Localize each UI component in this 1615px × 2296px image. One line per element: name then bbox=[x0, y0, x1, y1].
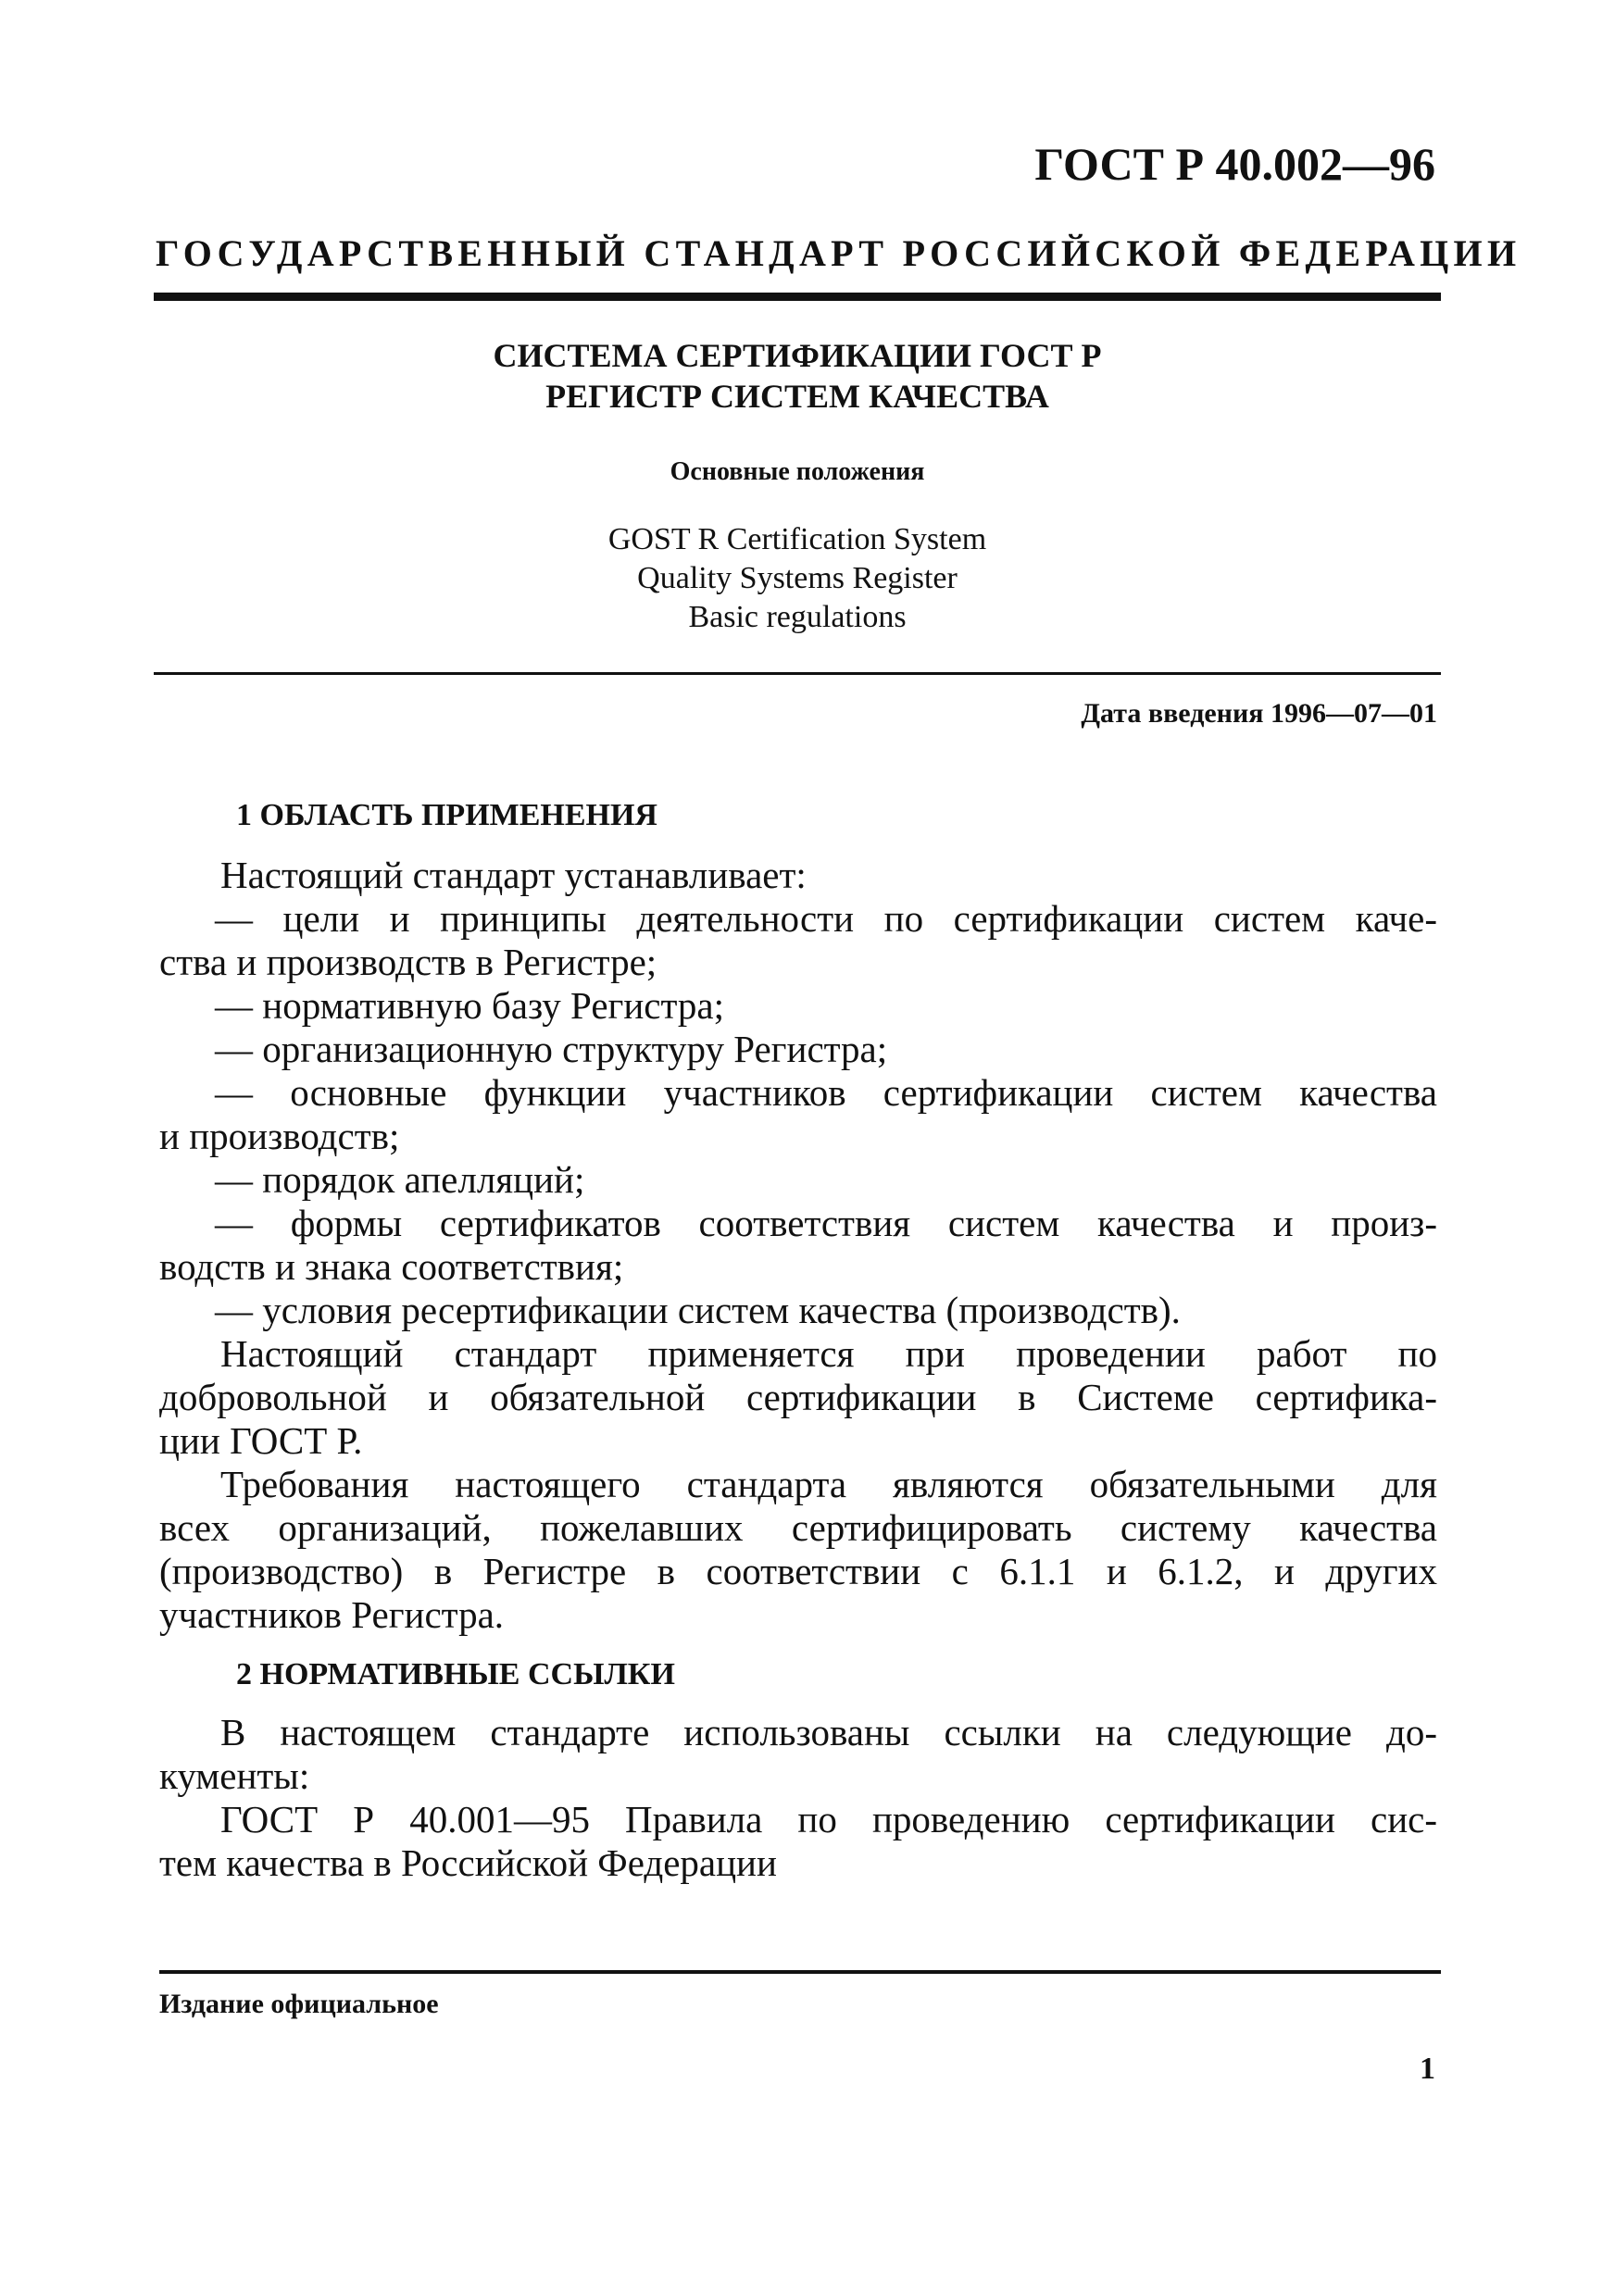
text-line: В настоящем стандарте использованы ссылки на следующие до- bbox=[220, 1711, 1437, 1753]
text-line: ции ГОСТ Р. bbox=[159, 1419, 363, 1462]
state-standard-caption: ГОСУДАРСТВЕННЫЙ СТАНДАРТ РОССИЙСКОЙ ФЕДЕРАЦИИ bbox=[156, 232, 1521, 274]
text-line: кументы: bbox=[159, 1754, 310, 1797]
text-line: Настоящий стандарт устанавливает: bbox=[220, 854, 807, 896]
title-en-line: Basic regulations bbox=[688, 600, 907, 634]
title-en-line: Quality Systems Register bbox=[637, 561, 958, 595]
text-line: — формы сертификатов соответствия систем качества и произ- bbox=[215, 1202, 1437, 1244]
title-english bbox=[154, 520, 1441, 637]
title-en-line: GOST R Certification System bbox=[607, 522, 987, 556]
text-line: участников Регистра. bbox=[159, 1593, 505, 1636]
text-line: ства и производств в Регистре; bbox=[159, 941, 657, 983]
section-2-heading: 2 НОРМАТИВНЫЕ ССЫЛКИ bbox=[236, 1657, 675, 1691]
header-divider bbox=[154, 293, 1441, 301]
text-line: тем качества в Российской Федерации bbox=[159, 1841, 777, 1884]
text-line: Требования настоящего стандарта являются обязательными для bbox=[220, 1463, 1437, 1505]
text-line: — порядок апелляций; bbox=[215, 1158, 585, 1201]
text-line: — основные функции участников сертификации систем качества bbox=[215, 1071, 1437, 1114]
text-line: всех организаций, пожелавших сертифицировать систему качества bbox=[159, 1506, 1437, 1549]
section-1-heading: 1 ОБЛАСТЬ ПРИМЕНЕНИЯ bbox=[236, 798, 657, 832]
edition-label: Издание официальное bbox=[159, 1989, 439, 2019]
text-line: — цели и принципы деятельности по сертификации систем каче- bbox=[215, 897, 1437, 940]
text-line: — нормативную базу Регистра; bbox=[215, 984, 724, 1027]
text-line: — условия ресертификации систем качества (производств). bbox=[215, 1289, 1181, 1331]
document-code: ГОСТ Р 40.002—96 bbox=[1034, 138, 1435, 190]
text-line: и производств; bbox=[159, 1115, 400, 1157]
section-2-body bbox=[159, 1711, 1437, 1885]
text-line: Настоящий стандарт применяется при проведении работ по bbox=[220, 1332, 1437, 1375]
text-line: — организационную структуру Регистра; bbox=[215, 1028, 888, 1070]
page-number: 1 bbox=[1420, 2052, 1435, 2086]
text-line: (производство) в Регистре в соответствии с 6.1.1 и 6.1.2, и других bbox=[159, 1550, 1437, 1592]
title-ru-line: РЕГИСТР СИСТЕМ КАЧЕСТВА bbox=[545, 378, 1049, 415]
title-divider bbox=[154, 672, 1441, 675]
footer-divider bbox=[159, 1970, 1441, 1974]
text-line: водств и знака соответствия; bbox=[159, 1245, 624, 1288]
text-line: ГОСТ Р 40.001—95 Правила по проведению сертификации сис- bbox=[220, 1798, 1437, 1841]
introduction-date: Дата введения 1996—07—01 bbox=[1081, 698, 1437, 729]
title-russian bbox=[154, 335, 1441, 417]
title-ru-line: СИСТЕМА СЕРТИФИКАЦИИ ГОСТ Р bbox=[493, 337, 1102, 374]
subtitle-russian: Основные положения bbox=[670, 457, 925, 486]
text-line: добровольной и обязательной сертификации в Системе сертифика- bbox=[159, 1376, 1437, 1418]
section-1-body bbox=[159, 854, 1437, 1637]
